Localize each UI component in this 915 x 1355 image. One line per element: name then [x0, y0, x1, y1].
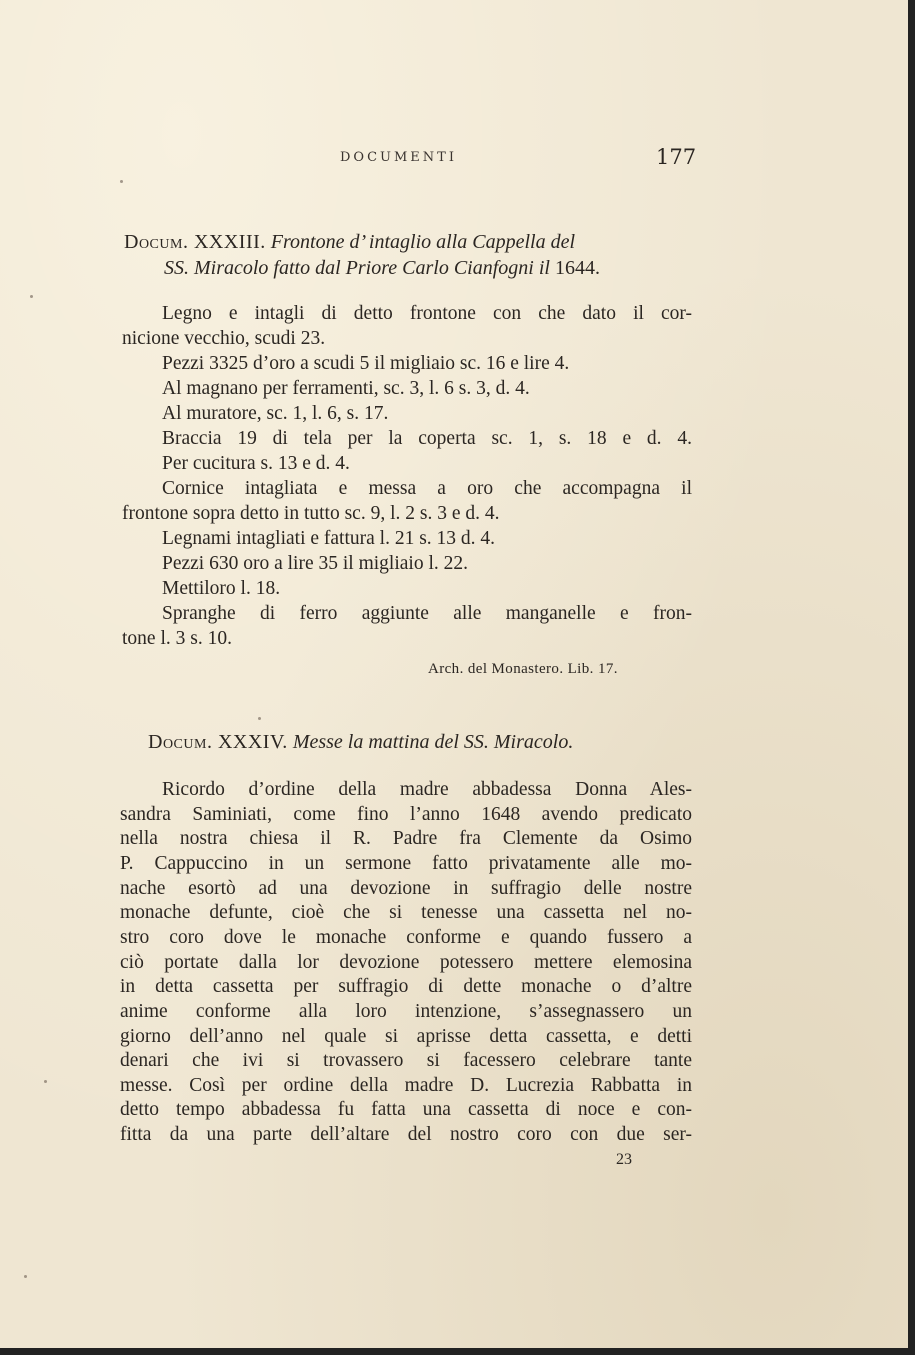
doc-34-line: messe. Così per ordine della madre D. Lucrezia Rabbatta in [120, 1075, 692, 1096]
scan-edge-bottom [0, 1348, 915, 1355]
doc-34-label: Docum. XXXIV. [148, 731, 288, 753]
doc-33-line: Mettiloro l. 18. [162, 578, 281, 599]
doc-33-title-line1: Frontone d’ intaglio alla Cappella del [270, 231, 576, 253]
page-number: 177 [656, 145, 697, 169]
doc-34-line: nache esortò ad una devozione in suffragio delle nostre [120, 878, 692, 899]
doc-34-line: detto tempo abbadessa fu fatta una cassetta di noce e con- [120, 1099, 692, 1120]
doc-33-line: frontone sopra detto in tutto sc. 9, l. 2 s. 3 e d. 4. [122, 503, 500, 524]
archive-source: Arch. del Monastero. Lib. 17. [428, 661, 618, 677]
doc-33-line: tone l. 3 s. 10. [122, 628, 232, 649]
doc-33-line: Pezzi 630 oro a lire 35 il migliaio l. 22. [162, 553, 468, 574]
doc-33-line: Al muratore, sc. 1, l. 6, s. 17. [162, 403, 389, 424]
signature-mark: 23 [616, 1151, 632, 1168]
doc-33-line: Cornice intagliata e messa a oro che accompagna il [162, 478, 692, 499]
paper-speck [258, 717, 261, 720]
doc-34-title: Messe la mattina del SS. Miracolo. [292, 731, 574, 753]
doc-34-heading [148, 729, 708, 755]
doc-33-label: Docum. XXXIII. [124, 231, 266, 253]
doc-33-line: Spranghe di ferro aggiunte alle manganelle e fron- [162, 603, 692, 624]
doc-33-heading [124, 229, 694, 281]
doc-34-line: stro coro dove le monache conforme e quando fussero a [120, 927, 692, 948]
doc-33-title-line2: SS. Miracolo fatto dal Priore Carlo Cianfogni il [164, 257, 550, 279]
doc-33-year: 1644. [554, 257, 600, 279]
running-head: DOCUMENTI [340, 150, 457, 165]
doc-34-line: Ricordo d’ordine della madre abbadessa Donna Ales- [162, 779, 692, 800]
doc-33-line: Per cucitura s. 13 e d. 4. [162, 453, 350, 474]
doc-34-line: giorno dell’anno nel quale si aprisse detta cassetta, e detti [120, 1026, 692, 1047]
doc-33-line: Legnami intagliati e fattura l. 21 s. 13 d. 4. [162, 528, 496, 549]
doc-33-line: Pezzi 3325 d’oro a scudi 5 il migliaio sc. 16 e lire 4. [162, 353, 570, 374]
doc-33-line: Al magnano per ferramenti, sc. 3, l. 6 s. 3, d. 4. [162, 378, 530, 399]
doc-34-line: anime conforme alla loro intenzione, s’assegnassero un [120, 1001, 692, 1022]
doc-34-line: sandra Saminiati, come fino l’anno 1648 avendo predicato [120, 804, 692, 825]
doc-34-line: in detta cassetta per suffragio di dette monache o d’altre [120, 976, 692, 997]
paper-speck [30, 295, 33, 298]
paper-speck [24, 1275, 27, 1278]
doc-34-line: fitta da una parte dell’altare del nostro coro con due ser- [120, 1124, 692, 1145]
doc-33-line: Braccia 19 di tela per la coperta sc. 1, s. 18 e d. 4. [162, 428, 692, 449]
doc-34-line: monache defunte, cioè che si tenesse una cassetta nel no- [120, 902, 692, 923]
doc-34-line: nella nostra chiesa il R. Padre fra Clemente da Osimo [120, 828, 692, 849]
paper-speck [120, 180, 123, 183]
doc-34-line: ciò portate dalla lor devozione potessero mettere elemosina [120, 952, 692, 973]
doc-33-line: nicione vecchio, scudi 23. [122, 328, 326, 349]
doc-34-line: P. Cappuccino in un sermone fatto privatamente alle mo- [120, 853, 692, 874]
doc-33-line: Legno e intagli di detto frontone con che dato il cor- [162, 303, 692, 324]
doc-34-line: denari che ivi si trovassero si facessero celebrare tante [120, 1050, 692, 1071]
scan-edge-right [908, 0, 915, 1355]
paper-speck [44, 1080, 47, 1083]
